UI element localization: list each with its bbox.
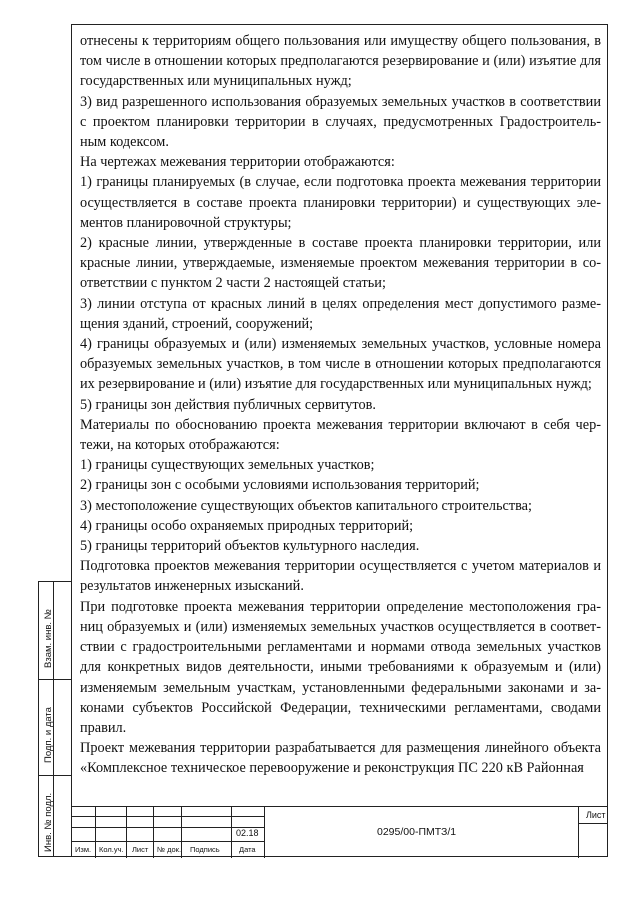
paragraph: Проект межевания территории разрабатывается для размещения линейного объекта «Комплексное техническое перевооружение и реконструкция ПС 220 кВ Районная (80, 740, 601, 777)
header-ndok: № док. (157, 845, 182, 854)
paragraph: 2) красные линии, утвержденные в составе проекта планировки территории, или красные линии, утверждаемые, изменяемые проектом межевания территории в со-ответствии с пунктом 2 части 2 настоящей статьи; (80, 235, 601, 292)
paragraph: Подготовка проектов межевания территории осуществляется с учетом материалов и результатов инженерных изысканий. (80, 558, 601, 595)
paragraph: 3) местоположение существующих объектов капитального строительства; (80, 497, 532, 514)
paragraph: При подготовке проекта межевания территории определение местоположения гра-ниц образуемых и (или) изменяемых земельных участков осуществляется в соответ-ствии с градостроительными регламентами и нормами отвода земельных участков для конкретных видов деятельности, иными требованиями к образуемым и (или) изменяемым земельным участкам, установленными федеральными законами и за-конами субъектов Российской Федерации, техническими регламентами, сводами правил. (80, 598, 601, 736)
paragraph: 4) границы особо охраняемых природных территорий; (80, 517, 414, 534)
stamp-line (579, 823, 608, 824)
header-data: Дата (239, 845, 256, 854)
header-list: Лист (132, 845, 149, 854)
side-stamp-column (38, 581, 72, 857)
paragraph: 5) границы зон действия публичных сервитутов. (80, 396, 376, 413)
header-podpis: Подпись (190, 845, 220, 854)
paragraph: Материалы по обоснованию проекта межевания территории включают в себя чер-тежи, на которых отображаются: (80, 416, 601, 454)
paragraph: 5) границы территорий объектов культурного наследия. (80, 538, 420, 555)
document-code: 0295/00-ПМТЗ/1 (377, 826, 457, 838)
header-koluch: Кол.уч. (99, 845, 124, 854)
paragraph: 3) вид разрешенного использования образуемых земельных участков в соответствии с проектом планировки территории в случаях, предусмотренных Градостроитель-ным кодексом. (80, 93, 601, 151)
document-body (80, 31, 601, 779)
sheet-label: Лист (586, 810, 606, 820)
inv-label: Инв. № подл. (43, 792, 54, 852)
side-divider (38, 679, 72, 680)
side-divider (38, 775, 72, 776)
title-block (71, 806, 608, 857)
paragraph: 1) границы планируемых (в случае, если подготовка проекта межевания территории осуществляется в составе проекта планировки территории) и существующих эле-ментов планировочной структуры; (80, 174, 601, 231)
paragraph: 4) границы образуемых и (или) изменяемых земельных участков, условные номера образуемых земельных участков, в том числе в отношении которых предполагаются их резервирование и (или) изъятие для государственных или муниципальных нужд; (80, 336, 601, 393)
stamp-date-value: 02.18 (236, 828, 259, 838)
paragraph: На чертежах межевания территории отображаются: (80, 154, 395, 171)
podp-label: Подп. и дата (43, 707, 54, 763)
header-izm: Изм. (75, 845, 92, 854)
paragraph: отнесены к территориям общего пользования или имуществу общего пользования, в том числе в отношении которых предполагаются резервирование и (или) изъятие для государственных или муниципальных нужд; (80, 33, 601, 90)
paragraph: 3) линии отступа от красных линий в целях определения мест допустимого разме-щения зданий, строений, сооружений; (80, 295, 601, 332)
paragraph: 1) границы существующих земельных участков; (80, 457, 375, 474)
vzam-label: Взам. инв. № (43, 609, 54, 668)
paragraph: 2) границы зон с особыми условиями использования территорий; (80, 477, 480, 494)
